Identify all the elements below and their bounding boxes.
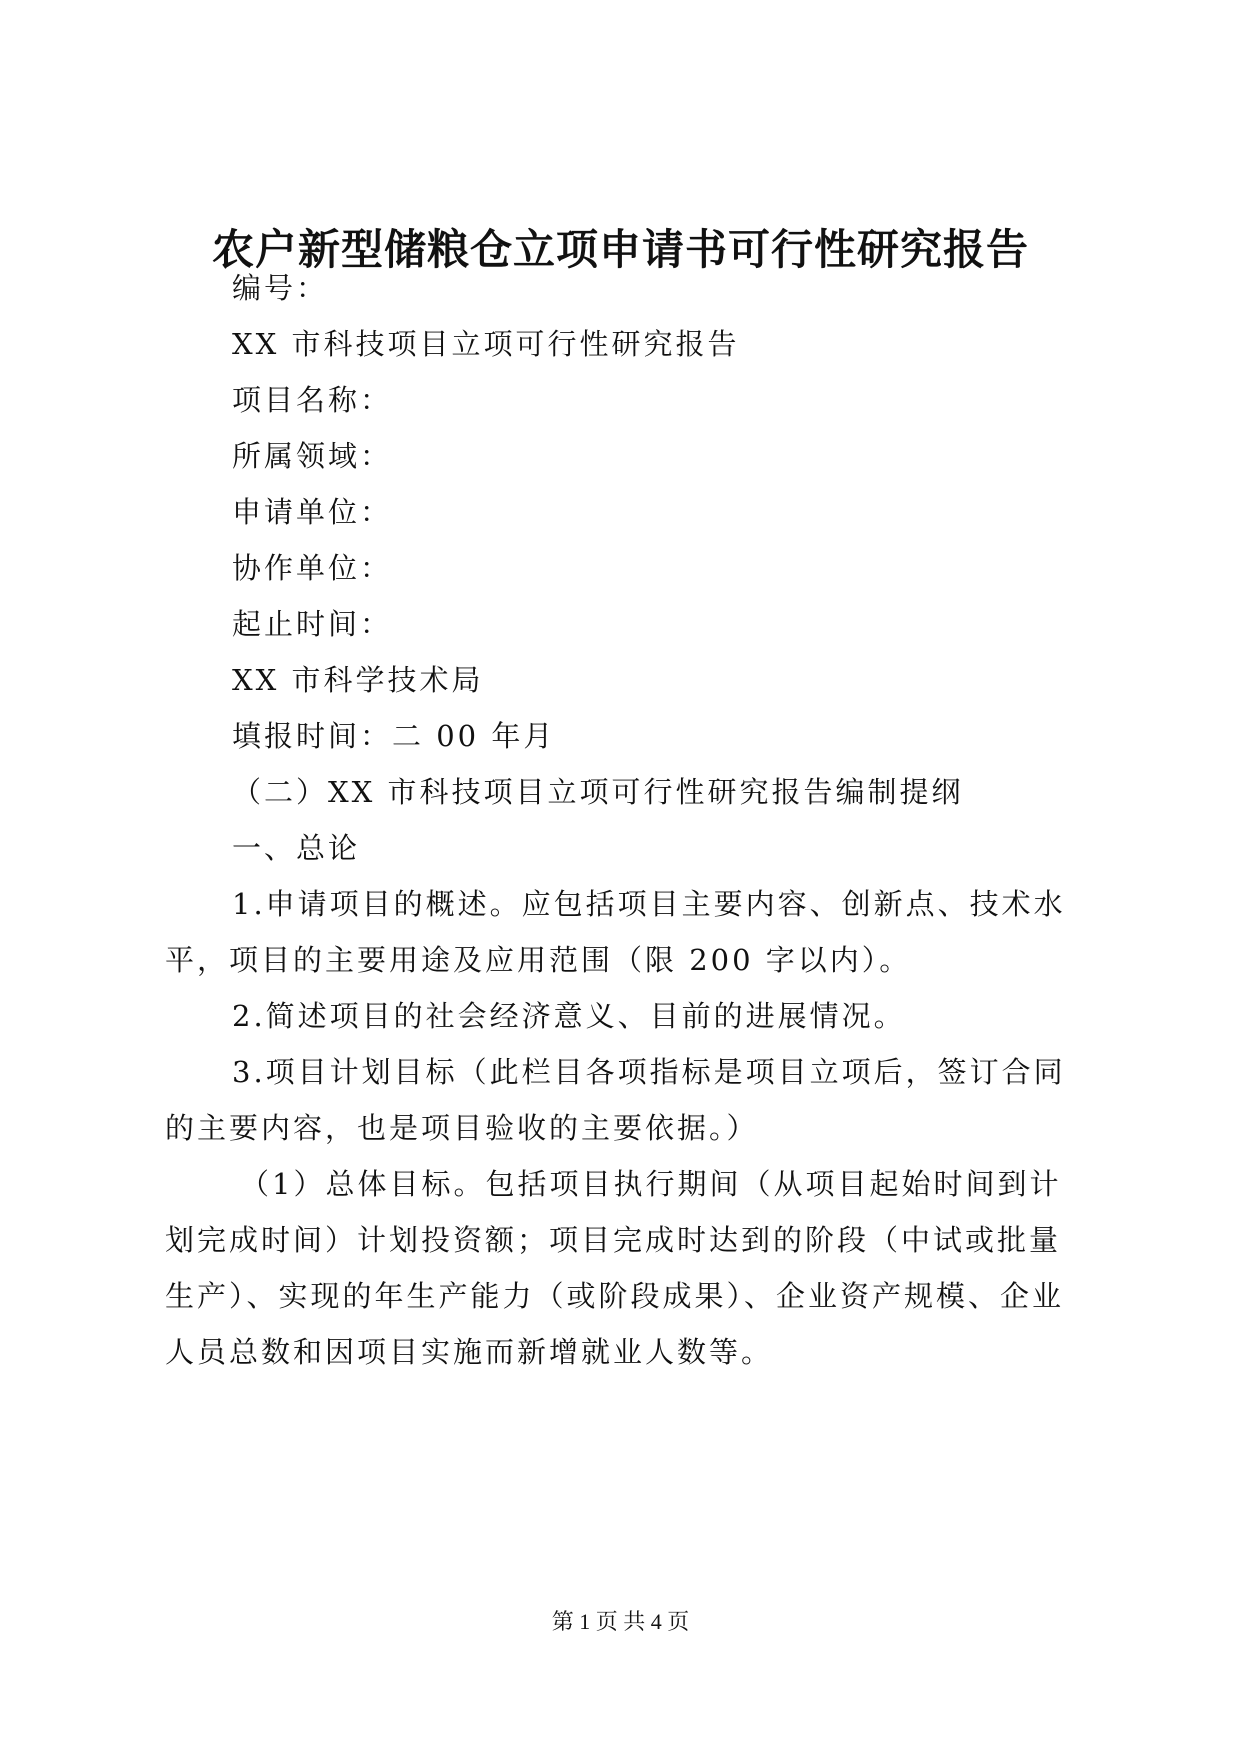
outline-heading: （二）XX 市科技项目立项可行性研究报告编制提纲 bbox=[232, 775, 964, 809]
paragraph-4-line-3: 生产）、实现的年生产能力（或阶段成果）、企业资产规模、企业 bbox=[165, 1279, 1065, 1313]
paragraph-4-line-1: （1）总体目标。包括项目执行期间（从项目起始时间到计 bbox=[240, 1167, 1062, 1201]
field-fill-date: 填报时间：二 00 年月 bbox=[232, 719, 556, 753]
page-number-footer: 第 1 页 共 4 页 bbox=[551, 1609, 690, 1634]
paragraph-4-line-4: 人员总数和因项目实施而新增就业人数等。 bbox=[165, 1335, 774, 1369]
paragraph-4-line-2: 划完成时间）计划投资额；项目完成时达到的阶段（中试或批量 bbox=[165, 1223, 1062, 1257]
paragraph-1-line-2: 平，项目的主要用途及应用范围（限 200 字以内）。 bbox=[165, 943, 912, 977]
paragraph-3-line-1: 3.项目计划目标（此栏目各项指标是项目立项后，签订合同 bbox=[232, 1055, 1066, 1089]
field-project-name: 项目名称： bbox=[232, 383, 393, 417]
paragraph-1-line-1: 1.申请项目的概述。应包括项目主要内容、创新点、技术水 bbox=[232, 887, 1066, 921]
issuing-bureau: XX 市科学技术局 bbox=[232, 663, 484, 697]
document-title: 农户新型储粮仓立项申请书可行性研究报告 bbox=[211, 225, 1029, 274]
report-heading: XX 市科技项目立项可行性研究报告 bbox=[232, 327, 740, 361]
field-domain: 所属领域： bbox=[232, 439, 393, 473]
paragraph-3-line-2: 的主要内容，也是项目验收的主要依据。） bbox=[165, 1111, 759, 1145]
section-heading-general: 一、总论 bbox=[232, 831, 361, 865]
field-period: 起止时间： bbox=[232, 607, 393, 641]
paragraph-2: 2.简述项目的社会经济意义、目前的进展情况。 bbox=[232, 999, 906, 1033]
field-partner: 协作单位： bbox=[232, 551, 393, 585]
field-number: 编号： bbox=[232, 271, 329, 305]
field-applicant: 申请单位： bbox=[232, 495, 393, 529]
